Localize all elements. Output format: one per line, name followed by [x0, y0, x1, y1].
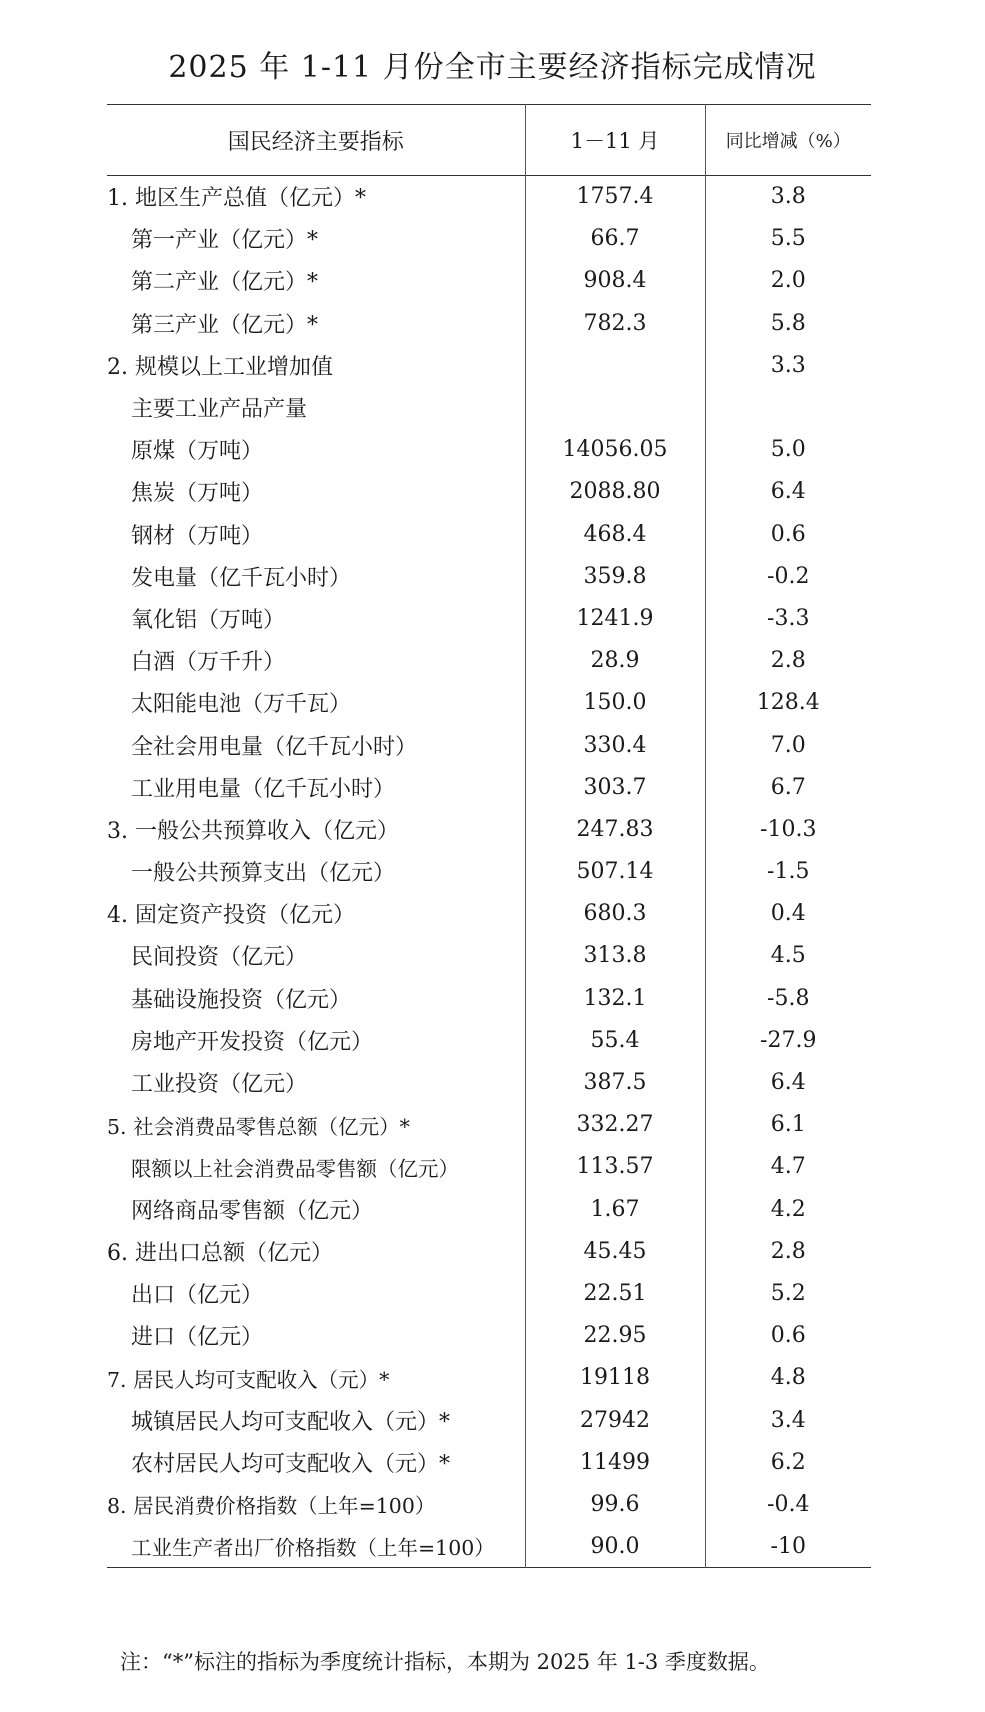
row-value: 1757.4	[525, 176, 705, 218]
row-yoy: 128.4	[705, 682, 871, 724]
row-indicator-name: 4. 固定资产投资（亿元）	[107, 903, 355, 929]
row-value: 22.51	[525, 1272, 705, 1314]
table-row	[107, 1272, 871, 1314]
row-value: 359.8	[525, 555, 705, 597]
row-indicator-name: 房地产开发投资（亿元）	[131, 1029, 374, 1055]
table-row	[107, 555, 871, 597]
table-row	[107, 724, 871, 766]
row-yoy: 3.4	[705, 1399, 871, 1441]
table-row	[107, 935, 871, 977]
row-yoy: 2.8	[705, 1230, 871, 1272]
row-indicator-name: 第一产业（亿元）*	[131, 228, 319, 254]
row-value: 28.9	[525, 640, 705, 682]
row-indicator-name: 发电量（亿千瓦小时）	[131, 565, 352, 591]
row-yoy: -10.3	[705, 808, 871, 850]
row-indicator-name: 焦炭（万吨）	[131, 481, 264, 507]
row-value: 387.5	[525, 1061, 705, 1103]
row-value: 19118	[525, 1357, 705, 1399]
row-indicator-name: 民间投资（亿元）	[131, 945, 308, 971]
row-indicator-name: 太阳能电池（万千瓦）	[131, 692, 352, 718]
row-value: 908.4	[525, 260, 705, 302]
row-value: 1.67	[525, 1188, 705, 1230]
row-yoy: 5.0	[705, 429, 871, 471]
row-indicator-name: 工业投资（亿元）	[131, 1072, 308, 1098]
row-yoy: -5.8	[705, 977, 871, 1019]
row-indicator-name: 一般公共预算支出（亿元）	[131, 861, 396, 887]
row-value: 332.27	[525, 1104, 705, 1146]
row-yoy: -27.9	[705, 1019, 871, 1061]
row-yoy: -10	[705, 1526, 871, 1568]
row-yoy: 6.4	[705, 1061, 871, 1103]
header-indicator: 国民经济主要指标	[227, 129, 404, 155]
row-indicator-name: 基础设施投资（亿元）	[131, 987, 352, 1013]
row-value: 313.8	[525, 935, 705, 977]
row-yoy: 2.0	[705, 260, 871, 302]
table-row	[107, 1230, 871, 1272]
table-row	[107, 218, 871, 260]
table-body	[107, 176, 871, 1568]
row-yoy: 3.8	[705, 176, 871, 218]
row-value: 782.3	[525, 302, 705, 344]
row-yoy: 6.7	[705, 766, 871, 808]
row-yoy: -0.4	[705, 1483, 871, 1525]
table-row	[107, 808, 871, 850]
row-yoy: 4.7	[705, 1146, 871, 1188]
row-indicator-name: 第二产业（亿元）*	[131, 270, 319, 296]
row-indicator-name: 主要工业产品产量	[131, 397, 308, 423]
table-row	[107, 176, 871, 218]
row-yoy: 7.0	[705, 724, 871, 766]
row-indicator-name: 城镇居民人均可支配收入（元）*	[131, 1409, 451, 1435]
row-value: 90.0	[525, 1526, 705, 1568]
row-indicator-name: 限额以上社会消费品零售额（亿元）	[131, 1156, 459, 1181]
table-row	[107, 597, 871, 639]
indicator-table-container	[107, 104, 871, 1568]
row-value: 247.83	[525, 808, 705, 850]
row-indicator-name: 氧化铝（万吨）	[131, 607, 286, 633]
row-yoy: 6.1	[705, 1104, 871, 1146]
row-indicator-name: 8. 居民消费价格指数（上年=100）	[107, 1494, 436, 1519]
row-yoy: 4.5	[705, 935, 871, 977]
table-row	[107, 893, 871, 935]
table-row	[107, 429, 871, 471]
row-indicator-name: 进口（亿元）	[131, 1325, 264, 1351]
row-value: 11499	[525, 1441, 705, 1483]
row-yoy: 4.2	[705, 1188, 871, 1230]
row-indicator-name: 工业生产者出厂价格指数（上年=100）	[131, 1536, 495, 1561]
table-row	[107, 851, 871, 893]
table-row	[107, 640, 871, 682]
table-row	[107, 1399, 871, 1441]
row-value: 66.7	[525, 218, 705, 260]
table-row	[107, 1146, 871, 1188]
row-indicator-name: 第三产业（亿元）*	[131, 312, 319, 338]
page-title: 2025 年 1-11 月份全市主要经济指标完成情况	[168, 50, 817, 85]
table-row	[107, 766, 871, 808]
row-indicator-name: 5. 社会消费品零售总额（亿元）*	[107, 1114, 410, 1139]
table-row	[107, 1061, 871, 1103]
row-yoy	[705, 386, 871, 428]
row-yoy: 5.2	[705, 1272, 871, 1314]
row-value: 113.57	[525, 1146, 705, 1188]
row-value: 22.95	[525, 1315, 705, 1357]
table-row	[107, 1483, 871, 1525]
table-row	[107, 977, 871, 1019]
row-value: 14056.05	[525, 429, 705, 471]
table-row	[107, 1315, 871, 1357]
footnote: 注：“*”标注的指标为季度统计指标，本期为 2025 年 1-3 季度数据。	[120, 1650, 770, 1674]
row-indicator-name: 网络商品零售额（亿元）	[131, 1198, 374, 1224]
table-row	[107, 1104, 871, 1146]
row-yoy: 5.5	[705, 218, 871, 260]
row-value: 150.0	[525, 682, 705, 724]
table-row	[107, 1526, 871, 1568]
row-value: 468.4	[525, 513, 705, 555]
row-indicator-name: 白酒（万千升）	[131, 650, 286, 676]
row-indicator-name: 工业用电量（亿千瓦小时）	[131, 776, 396, 802]
row-value: 1241.9	[525, 597, 705, 639]
row-indicator-name: 农村居民人均可支配收入（元）*	[131, 1451, 451, 1477]
row-value: 45.45	[525, 1230, 705, 1272]
row-indicator-name: 3. 一般公共预算收入（亿元）	[107, 818, 399, 844]
row-yoy: 6.2	[705, 1441, 871, 1483]
row-value	[525, 386, 705, 428]
row-value: 330.4	[525, 724, 705, 766]
indicator-table	[107, 104, 871, 1568]
table-row	[107, 260, 871, 302]
row-yoy: -3.3	[705, 597, 871, 639]
table-header	[107, 105, 871, 176]
row-yoy: 2.8	[705, 640, 871, 682]
table-row	[107, 1188, 871, 1230]
row-indicator-name: 7. 居民人均可支配收入（元）*	[107, 1367, 390, 1392]
header-period: 1－11 月	[525, 105, 705, 176]
row-indicator-name: 钢材（万吨）	[131, 523, 264, 549]
row-indicator-name: 2. 规模以上工业增加值	[107, 354, 333, 380]
row-value: 99.6	[525, 1483, 705, 1525]
row-yoy: -1.5	[705, 851, 871, 893]
row-value: 55.4	[525, 1019, 705, 1061]
table-row	[107, 682, 871, 724]
row-indicator-name: 6. 进出口总额（亿元）	[107, 1240, 333, 1266]
table-row	[107, 1357, 871, 1399]
row-yoy: 3.3	[705, 344, 871, 386]
header-row	[107, 105, 871, 176]
row-indicator-name: 出口（亿元）	[131, 1282, 264, 1308]
row-value: 680.3	[525, 893, 705, 935]
row-value: 507.14	[525, 851, 705, 893]
table-row	[107, 1441, 871, 1483]
row-yoy: 5.8	[705, 302, 871, 344]
row-yoy: 0.6	[705, 1315, 871, 1357]
table-row	[107, 386, 871, 428]
row-value: 303.7	[525, 766, 705, 808]
table-row	[107, 302, 871, 344]
table-row	[107, 471, 871, 513]
row-yoy: 0.4	[705, 893, 871, 935]
row-value: 2088.80	[525, 471, 705, 513]
row-value	[525, 344, 705, 386]
row-indicator-name: 全社会用电量（亿千瓦小时）	[131, 734, 418, 760]
table-row	[107, 513, 871, 555]
row-value: 27942	[525, 1399, 705, 1441]
table-row	[107, 1019, 871, 1061]
row-yoy: 4.8	[705, 1357, 871, 1399]
row-yoy: -0.2	[705, 555, 871, 597]
header-yoy: 同比增减（%）	[705, 105, 871, 176]
row-yoy: 0.6	[705, 513, 871, 555]
row-yoy: 6.4	[705, 471, 871, 513]
row-indicator-name: 原煤（万吨）	[131, 439, 264, 465]
row-indicator-name: 1. 地区生产总值（亿元）*	[107, 186, 366, 212]
table-row	[107, 344, 871, 386]
row-value: 132.1	[525, 977, 705, 1019]
